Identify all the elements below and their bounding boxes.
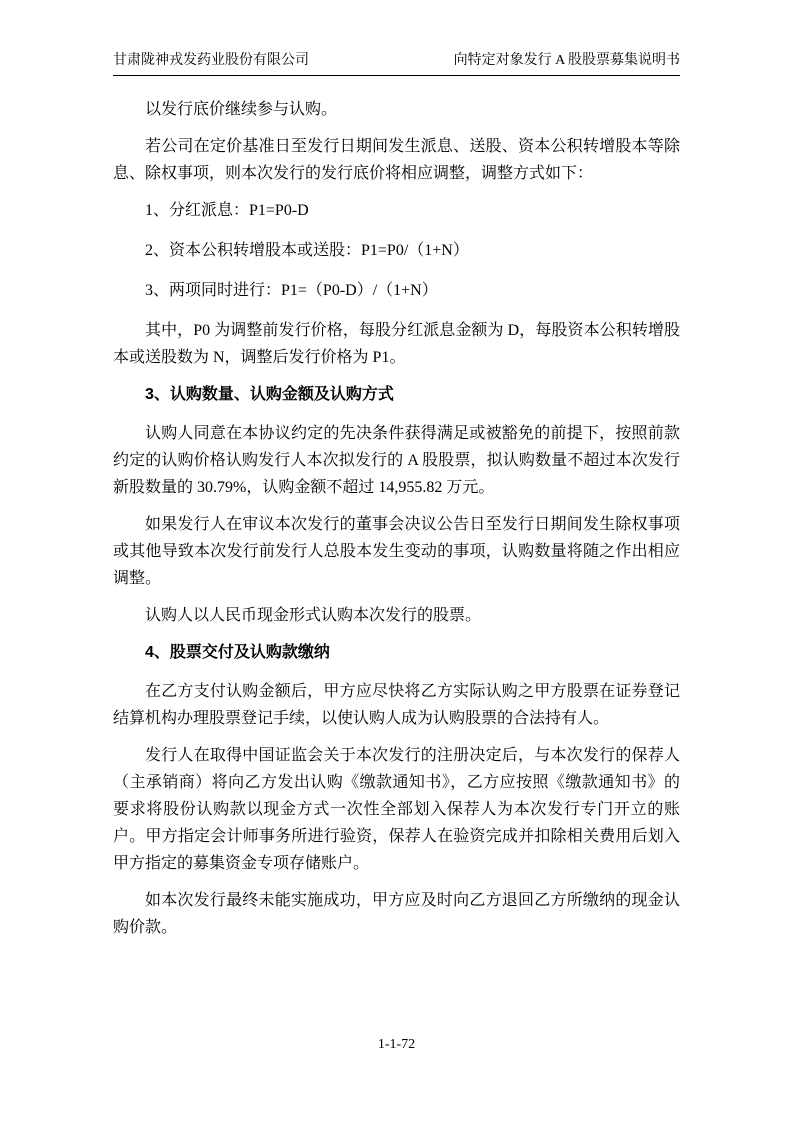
paragraph: 认购人以人民币现金形式认购本次发行的股票。 [145,607,482,624]
paragraph: 在乙方支付认购金额后，甲方应尽快将乙方实际认购之甲方股票在证券登记结算机构办理股票登记手续，以使认购人成为认购股票的合法持有人。 [113,683,680,727]
paragraph: 发行人在取得中国证监会关于本次发行的注册决定后，与本次发行的保荐人（主承销商）将向乙方发出认购《缴款通知书》，乙方应按照《缴款通知书》的要求将股份认购款以现金方式一次性全部划入保荐人为本次发行专门开立的账户。甲方指定会计师事务所进行验资，保荐人在验资完成并扣除相关费用后划入甲方指定的募集资金专项存储账户。 [113,747,680,872]
formula-line: 1、分红派息：P1=P0-D [145,202,309,219]
page-header [113,52,680,76]
document-body [113,96,680,951]
header-document-title: 向特定对象发行 A 股股票募集说明书 [453,53,680,68]
paragraph: 其中，P0 为调整前发行价格，每股分红派息金额为 D，每股资本公积转增股本或送股数为 N，调整后发行价格为 P1。 [113,322,680,366]
page-number: 1-1-72 [377,1037,416,1052]
paragraph: 若公司在定价基准日至发行日期间发生派息、送股、资本公积转增股本等除息、除权事项，则本次发行的发行底价将相应调整，调整方式如下： [113,138,680,182]
page-footer [0,1036,793,1054]
paragraph: 如本次发行最终未能实施成功，甲方应及时向乙方退回乙方所缴纳的现金认购价款。 [113,892,680,936]
section-heading: 4、股票交付及认购款缴纳 [145,644,330,661]
formula-line: 2、资本公积转增股本或送股：P1=P0/（1+N） [145,242,469,259]
paragraph: 认购人同意在本协议约定的先决条件获得满足或被豁免的前提下，按照前款约定的认购价格认购发行人本次拟发行的 A 股股票，拟认购数量不超过本次发行新股数量的 30.79%，认购金额不超过 14,955.82 万元。 [113,425,680,496]
header-company-name: 甘肃陇神戎发药业股份有限公司 [113,53,309,68]
paragraph: 如果发行人在审议本次发行的董事会决议公告日至发行日期间发生除权事项或其他导致本次发行前发行人总股本发生变动的事项，认购数量将随之作出相应调整。 [113,516,680,587]
paragraph: 以发行底价继续参与认购。 [145,101,338,118]
section-heading: 3、认购数量、认购金额及认购方式 [145,386,394,403]
formula-line: 3、两项同时进行：P1=（P0-D）/（1+N） [145,282,438,299]
